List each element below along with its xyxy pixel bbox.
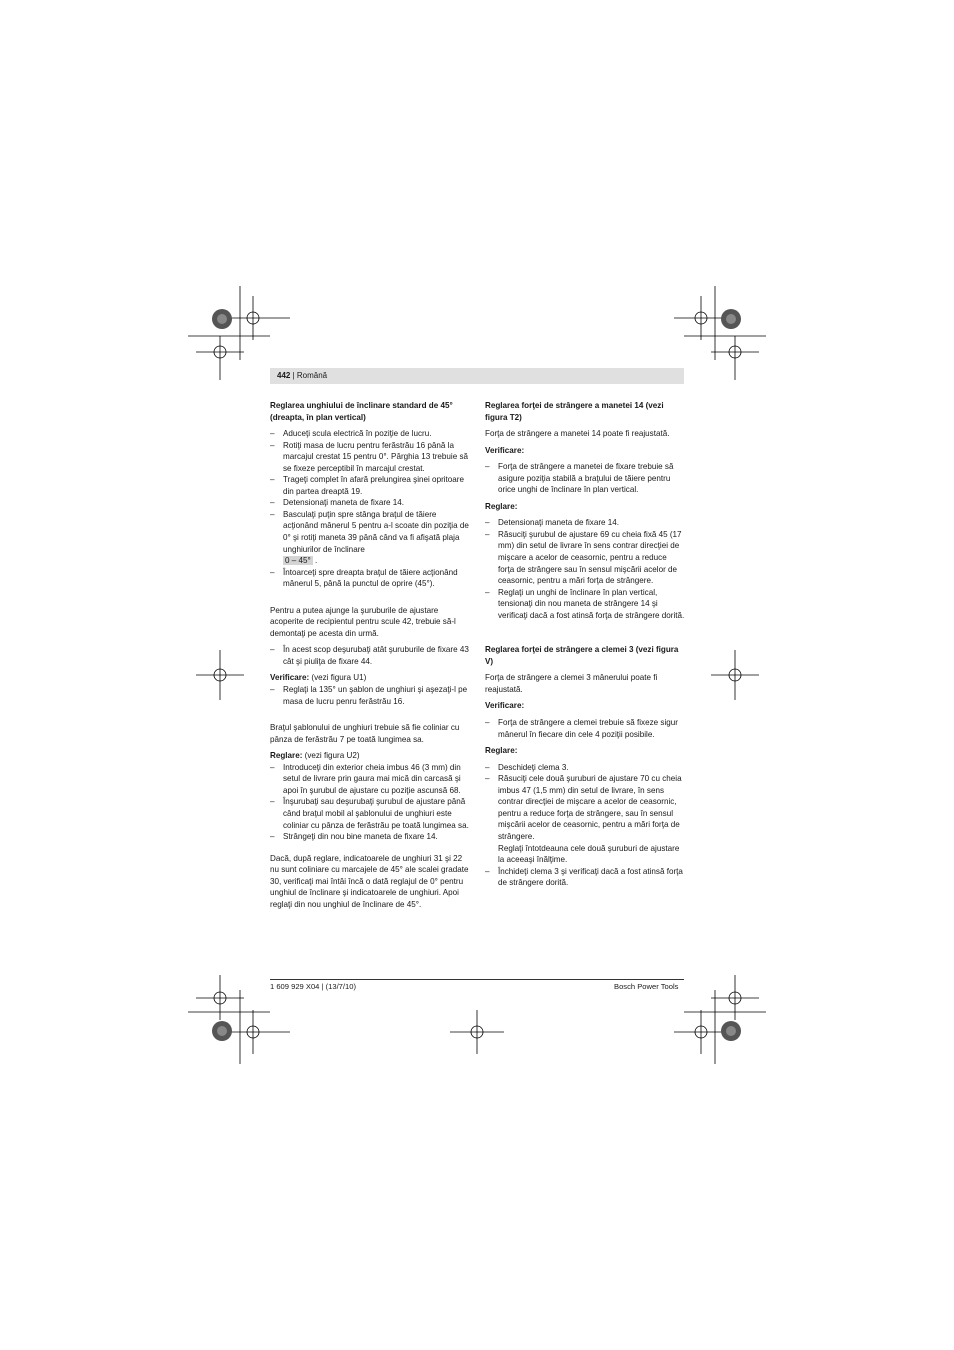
list-item <box>270 509 470 567</box>
list-item: – Forţa de strângere a clemei trebuie să fixeze sigur mânerul în fiecare din cele 4 poziţii posibile. <box>485 717 685 740</box>
list-item: – Închideţi clema 3 şi verificaţi dacă a fost atinsă forţa de strângere dorită. <box>485 866 685 889</box>
list-item: – În acest scop deşurubaţi atât şuruburile de fixare 43 cât şi piuliţa de fixare 44. <box>270 644 470 667</box>
section-title-clamp-force: Reglarea forţei de strângere a clemei 3 (vezi figura V) <box>485 645 679 666</box>
list <box>270 684 470 707</box>
angle-range-badge: 0 – 45° <box>285 556 311 566</box>
list-item: – Strângeţi din nou bine maneta de fixare 14. <box>270 831 470 843</box>
list-item: – Forţa de strângere a manetei de fixare trebuie să asigure poziţia stabilă a braţului de tăiere pentru orice unghi de înclinare în plan vertical. <box>485 461 685 496</box>
figure-ref: (vezi figura U2) <box>302 751 360 761</box>
list-item: – Reglaţi la 135° un şablon de unghiuri şi aşezaţi-l pe masa de lucru penru ferăstrău 16. <box>270 684 470 707</box>
adjustment-label: Reglare: <box>270 751 303 761</box>
page-header <box>277 370 327 381</box>
left-column <box>270 400 470 915</box>
list <box>270 762 470 843</box>
header-bar <box>270 368 684 384</box>
verification-label: Verificare: <box>485 701 525 711</box>
list <box>485 717 685 740</box>
footer-rule <box>270 979 684 980</box>
list-item: – Răsuciţi cele două şuruburi de ajustare 70 cu cheia imbus 47 (1,5 mm) din setul de livrare, în sens contrar direcţiei de mişcare a acelor de ceasornic, pentru a reduce forţa de strângere, sau în sensul mişcării acelor de ceasornic, pentru a mări forţa de strângere. <box>485 773 685 842</box>
list <box>485 461 685 496</box>
list-item: – Introduceţi din exterior cheia imbus 46 (3 mm) din setul de livrare prin gaura mai mică din carcasă şi apoi în şurubul de ajustare cu poziţie ascunsă 68. <box>270 762 470 797</box>
paragraph: Pentru a putea ajunge la şuruburile de ajustare acoperite de recipientul pentru scule 42, trebuie să-l demontaţi pe acesta din urmă. <box>270 605 456 638</box>
paragraph: Braţul şablonului de unghiuri trebuie să fie coliniar cu pânza de ferăstrău 7 pe toată lungimea sa. <box>270 723 460 744</box>
list-item: – Detensionaţi maneta de fixare 14. <box>485 517 685 529</box>
list-item: – Înşurubaţi sau deşurubaţi şurubul de ajustare până când braţul mobil al şablonului de unghiuri este coliniar cu pânza de ferăstrău pe toată lungimea sa. <box>270 796 470 831</box>
figure-ref: (vezi figura U1) <box>309 673 367 683</box>
paragraph: Forţa de strângere a manetei 14 poate fi reajustată. <box>485 429 670 439</box>
list-item-note: Reglaţi întotdeauna cele două şuruburi de ajustare la aceeaşi înălţime. <box>498 843 680 865</box>
list-item: – Răsuciţi şurubul de ajustare 69 cu cheia fixă 45 (17 mm) din setul de livrare în sens contrar direcţiei de mişcare a acelor de ceasornic, pentru a reduce forţa de strângere sau în sensul mişcării acelor de ceasornic, pentru a mări forţa de strângere. <box>485 529 685 587</box>
list <box>270 644 470 667</box>
right-column <box>485 400 685 894</box>
list-item: – Deschideţi clema 3. <box>485 762 685 774</box>
section-title-45deg: Reglarea unghiului de înclinare standard de 45° (dreapta, în plan vertical) <box>270 401 453 422</box>
footer-doc-number: 1 609 929 X04 | (13/7/10) <box>270 982 356 991</box>
section-title-lever-force: Reglarea forţei de strângere a manetei 14 (vezi figura T2) <box>485 401 664 422</box>
header-language: Română <box>296 371 328 380</box>
verification-label: Verificare: <box>485 445 525 455</box>
paragraph: Forţa de strângere a clemei 3 mânerului poate fi reajustată. <box>485 673 658 694</box>
list <box>485 762 685 889</box>
verification-label: Verificare: <box>270 673 310 683</box>
page-number: 442 <box>277 371 291 380</box>
footer-brand: Bosch Power Tools <box>614 982 679 991</box>
paragraph: Dacă, după reglare, indicatoarele de unghiuri 31 şi 22 nu sunt coliniare cu marcajele de 45° ale scalei gradate 30, verificaţi mai întâi încă o dată reglajul de 0° pentru unghiul de înclinare şi indicatoarele de unghiuri. Apoi reglaţi din nou unghiul de înclinare de 45°. <box>270 853 469 909</box>
list-item-text: . <box>312 556 318 566</box>
adjustment-label: Reglare: <box>485 746 518 756</box>
list-item-text: Basculaţi puţin spre stânga braţul de tăiere acţionând mânerul 5 pentru a-l scoate din poziţia de 0° şi rotiţi maneta 39 până când va fi afişată plaja unghiurilor de înclinare <box>283 509 469 554</box>
list-item: – Aduceţi scula electrică în poziţie de lucru. <box>270 428 470 440</box>
list <box>485 517 685 621</box>
list-item: – Detensionaţi maneta de fixare 14. <box>270 497 470 509</box>
list-item: – Rotiţi masa de lucru pentru ferăstrău 16 până la marcajul crestat 15 pentru 0°. Pârghia 13 trebuie să se fixeze perceptibil în marcajul crestat. <box>270 440 470 475</box>
header-separator: | <box>290 371 297 380</box>
list-item: – Trageţi complet în afară prelungirea şinei opritoare din partea dreaptă 19. <box>270 474 470 497</box>
list-item: – Întoarceţi spre dreapta braţul de tăiere acţionând mânerul 5, până la punctul de oprire (45°). <box>270 567 470 590</box>
adjustment-label: Reglare: <box>485 501 518 511</box>
list-item: – Reglaţi un unghi de înclinare în plan vertical, tensionaţi din nou maneta de strângere 14 şi verificaţi dacă a fost atinsă forţa de strângere dorită. <box>485 587 685 622</box>
steps-list-45deg <box>270 428 470 590</box>
